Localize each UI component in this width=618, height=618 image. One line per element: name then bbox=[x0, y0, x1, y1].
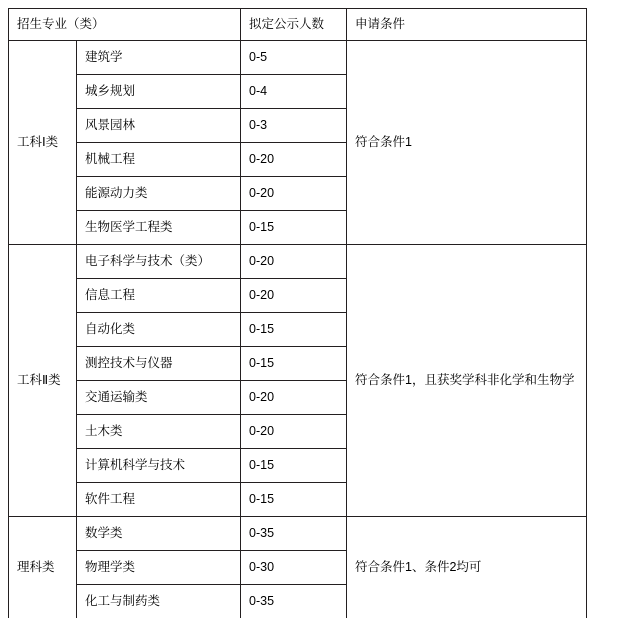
major-name: 土木类 bbox=[77, 415, 241, 449]
major-name: 机械工程 bbox=[77, 143, 241, 177]
table-row bbox=[9, 41, 587, 75]
admission-majors-table bbox=[8, 8, 587, 618]
planned-count: 0-20 bbox=[241, 381, 347, 415]
planned-count: 0-4 bbox=[241, 75, 347, 109]
planned-count: 0-30 bbox=[241, 551, 347, 585]
major-name: 生物医学工程类 bbox=[77, 211, 241, 245]
planned-count: 0-20 bbox=[241, 143, 347, 177]
planned-count: 0-5 bbox=[241, 41, 347, 75]
major-name: 交通运输类 bbox=[77, 381, 241, 415]
major-name: 化工与制药类 bbox=[77, 585, 241, 618]
major-name: 风景园林 bbox=[77, 109, 241, 143]
major-name: 物理学类 bbox=[77, 551, 241, 585]
application-condition: 符合条件1、条件2均可 bbox=[347, 517, 587, 618]
planned-count: 0-20 bbox=[241, 245, 347, 279]
table-header-row bbox=[9, 9, 587, 41]
table-row bbox=[9, 245, 587, 279]
planned-count: 0-15 bbox=[241, 449, 347, 483]
planned-count: 0-15 bbox=[241, 313, 347, 347]
major-group-name: 工科Ⅰ类 bbox=[9, 41, 77, 245]
planned-count: 0-20 bbox=[241, 415, 347, 449]
table-row bbox=[9, 517, 587, 551]
major-name: 信息工程 bbox=[77, 279, 241, 313]
column-header-group: 招生专业（类） bbox=[9, 9, 241, 41]
planned-count: 0-15 bbox=[241, 347, 347, 381]
table-header bbox=[9, 9, 587, 41]
major-group-name: 工科Ⅱ类 bbox=[9, 245, 77, 517]
planned-count: 0-15 bbox=[241, 483, 347, 517]
major-name: 自动化类 bbox=[77, 313, 241, 347]
planned-count: 0-35 bbox=[241, 517, 347, 551]
planned-count: 0-20 bbox=[241, 177, 347, 211]
application-condition: 符合条件1，且获奖学科非化学和生物学 bbox=[347, 245, 587, 517]
major-name: 能源动力类 bbox=[77, 177, 241, 211]
major-name: 电子科学与技术（类） bbox=[77, 245, 241, 279]
major-name: 建筑学 bbox=[77, 41, 241, 75]
planned-count: 0-20 bbox=[241, 279, 347, 313]
planned-count: 0-15 bbox=[241, 211, 347, 245]
planned-count: 0-35 bbox=[241, 585, 347, 618]
major-name: 计算机科学与技术 bbox=[77, 449, 241, 483]
table-body bbox=[9, 41, 587, 618]
column-header-count: 拟定公示人数 bbox=[241, 9, 347, 41]
major-name: 测控技术与仪器 bbox=[77, 347, 241, 381]
major-name: 城乡规划 bbox=[77, 75, 241, 109]
column-header-condition: 申请条件 bbox=[347, 9, 587, 41]
major-name: 软件工程 bbox=[77, 483, 241, 517]
major-group-name: 理科类 bbox=[9, 517, 77, 618]
application-condition: 符合条件1 bbox=[347, 41, 587, 245]
major-name: 数学类 bbox=[77, 517, 241, 551]
planned-count: 0-3 bbox=[241, 109, 347, 143]
